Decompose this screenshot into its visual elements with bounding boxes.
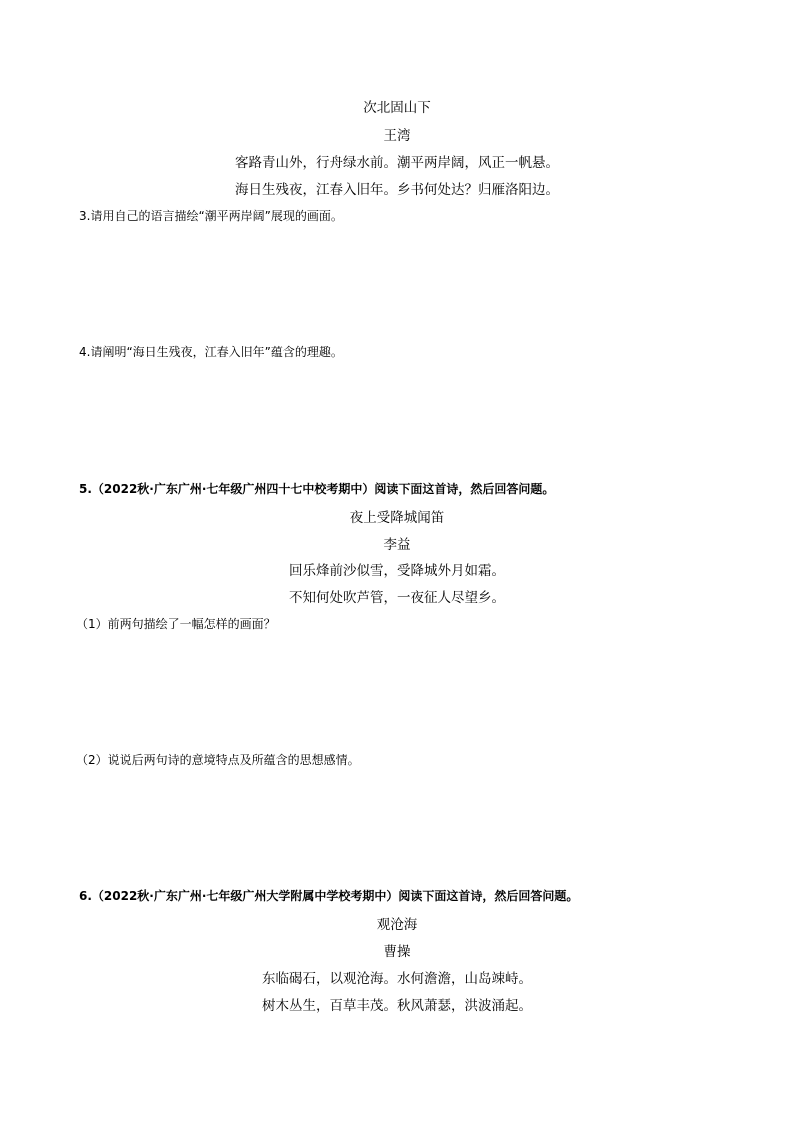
- poem3-line-1: 东临碣石，以观沧海。水何澹澹，山岛竦峙。: [262, 971, 532, 987]
- question-5-sub-2: （2）说说后两句诗的意境特点及所蕴含的思想感情。: [76, 753, 360, 767]
- question-3: 3.请用自己的语言描绘“潮平两岸阔”展现的画面。: [79, 209, 343, 223]
- question-5-sub-1: （1）前两句描绘了一幅怎样的画面？: [76, 617, 276, 631]
- poem1-author: 王湾: [383, 128, 411, 144]
- question-5-heading: 5.（2022秋·广东广州·七年级广州四十七中校考期中）阅读下面这首诗，然后回答问题。: [79, 482, 555, 496]
- poem2-line-2: 不知何处吹芦管，一夜征人尽望乡。: [289, 590, 505, 606]
- question-4: 4.请阐明“海日生残夜，江春入旧年”蕴含的理趣。: [79, 345, 343, 359]
- poem3-author: 曹操: [383, 944, 411, 960]
- poem2-line-1: 回乐烽前沙似雪，受降城外月如霜。: [289, 563, 505, 579]
- poem1-line-2: 海日生残夜，江春入旧年。乡书何处达？归雁洛阳边。: [235, 182, 559, 198]
- poem1-title: 次北固山下: [363, 100, 431, 116]
- poem1-line-1: 客路青山外，行舟绿水前。潮平两岸阔，风正一帆悬。: [235, 155, 559, 171]
- poem2-title: 夜上受降城闻笛: [349, 510, 445, 526]
- poem3-title: 观沧海: [376, 917, 418, 933]
- question-6-heading: 6.（2022秋·广东广州·七年级广州大学附属中学校考期中）阅读下面这首诗，然后回答问题。: [79, 889, 579, 903]
- poem3-line-2: 树木丛生，百草丰茂。秋风萧瑟，洪波涌起。: [262, 998, 532, 1014]
- poem2-author: 李益: [383, 537, 411, 553]
